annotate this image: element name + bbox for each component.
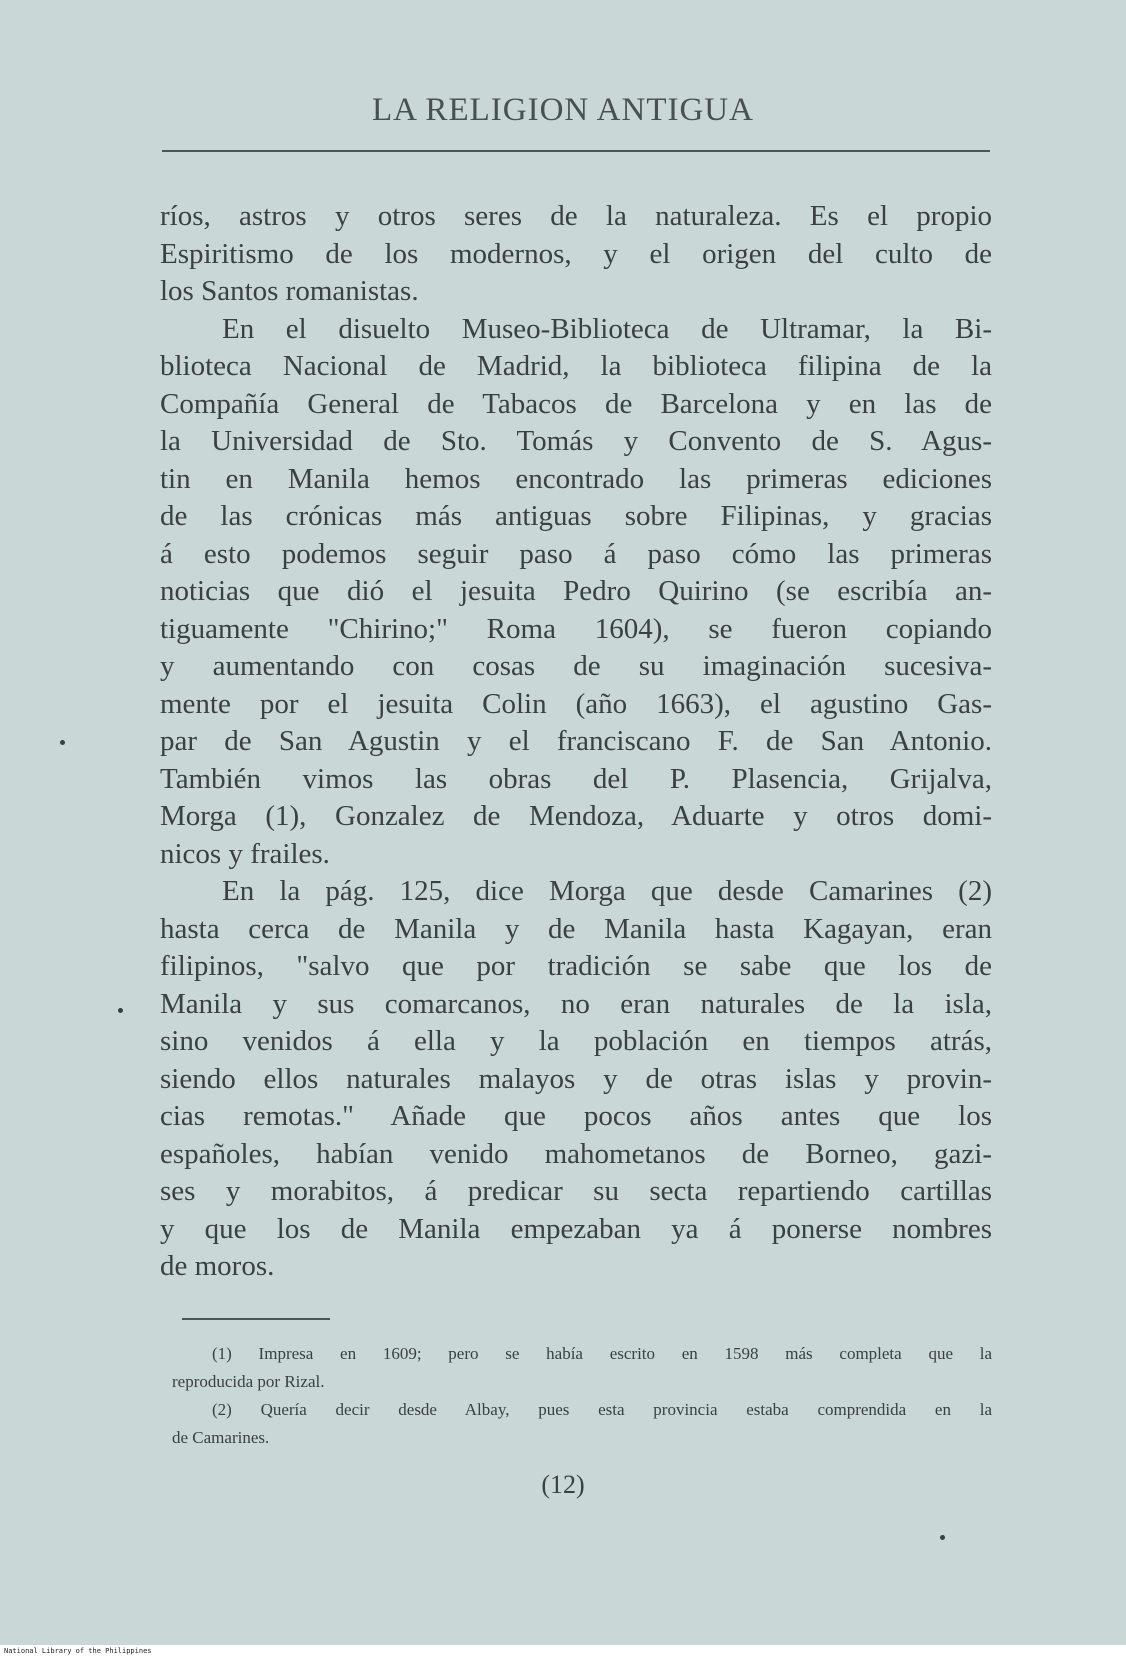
text-line: blioteca Nacional de Madrid, la biblioteca filipina de la (160, 350, 992, 382)
text-line: la Universidad de Sto. Tomás y Convento de S. Agus- (160, 425, 992, 457)
text-line: tiguamente "Chirino;" Roma 1604), se fueron copiando (160, 612, 992, 645)
text-line: y aumentando con cosas de su imaginación sucesiva- (160, 650, 992, 682)
text-line: cias remotas." Añade que pocos años antes que los (160, 1100, 992, 1132)
text-line: En el disuelto Museo-Biblioteca de Ultramar, la Bi- (222, 312, 992, 345)
text-line: También vimos las obras del P. Plasencia, Grijalva, (160, 762, 992, 795)
text-line: nicos y frailes. (160, 837, 330, 870)
text-line: los Santos romanistas. (160, 275, 419, 307)
text-line: ríos, astros y otros seres de la naturaleza. Es el propio (160, 200, 992, 232)
library-credit: National Library of the Philippines (4, 1647, 152, 1655)
scan-speck (118, 1008, 123, 1013)
footnote-rule (182, 1318, 330, 1320)
footnote-line: (2) Quería decir desde Albay, pues esta provincia estaba comprendida en la (212, 1400, 992, 1419)
text-line: Morga (1), Gonzalez de Mendoza, Aduarte y otros domi- (160, 800, 992, 832)
text-line: tin en Manila hemos encontrado las primeras ediciones (160, 462, 992, 495)
text-line: y que los de Manila empezaban ya á ponerse nombres (160, 1212, 992, 1245)
text-line: españoles, habían venido mahometanos de Borneo, gazi- (160, 1137, 992, 1170)
text-line: En la pág. 125, dice Morga que desde Camarines (2) (222, 875, 992, 907)
scan-speck (940, 1535, 945, 1540)
scan-speck (60, 740, 65, 745)
footnotes (172, 1340, 992, 1452)
text-line: hasta cerca de Manila y de Manila hasta Kagayan, eran (160, 912, 992, 945)
text-line: ses y morabitos, á predicar su secta repartiendo cartillas (160, 1175, 992, 1207)
text-line: Manila y sus comarcanos, no eran naturales de la isla, (160, 987, 992, 1020)
text-line: de moros. (160, 1250, 275, 1282)
text-line: mente por el jesuita Colin (año 1663), el agustino Gas- (160, 687, 992, 720)
body-text (160, 198, 992, 1286)
text-line: Espiritismo de los modernos, y el origen del culto de (160, 237, 992, 270)
text-line: de las crónicas más antiguas sobre Filipinas, y gracias (160, 500, 992, 532)
header-rule (162, 150, 990, 152)
footnote-line: (1) Impresa en 1609; pero se había escrito en 1598 más completa que la (212, 1344, 992, 1363)
text-line: filipinos, "salvo que por tradición se sabe que los de (160, 950, 992, 982)
text-line: noticias que dió el jesuita Pedro Quirino (se escribía an- (160, 575, 992, 607)
running-head: LA RELIGION ANTIGUA (372, 92, 754, 128)
text-line: sino venidos á ella y la población en tiempos atrás, (160, 1025, 992, 1057)
footnote-line: de Camarines. (172, 1428, 270, 1447)
footnote-line: reproducida por Rizal. (172, 1372, 325, 1391)
text-line: par de San Agustin y el franciscano F. de San Antonio. (160, 725, 992, 757)
text-line: siendo ellos naturales malayos y de otras islas y provin- (160, 1062, 992, 1095)
text-line: á esto podemos seguir paso á paso cómo las primeras (160, 537, 992, 570)
text-line: Compañía General de Tabacos de Barcelona y en las de (160, 387, 992, 420)
page-number: (12) (541, 1470, 585, 1499)
